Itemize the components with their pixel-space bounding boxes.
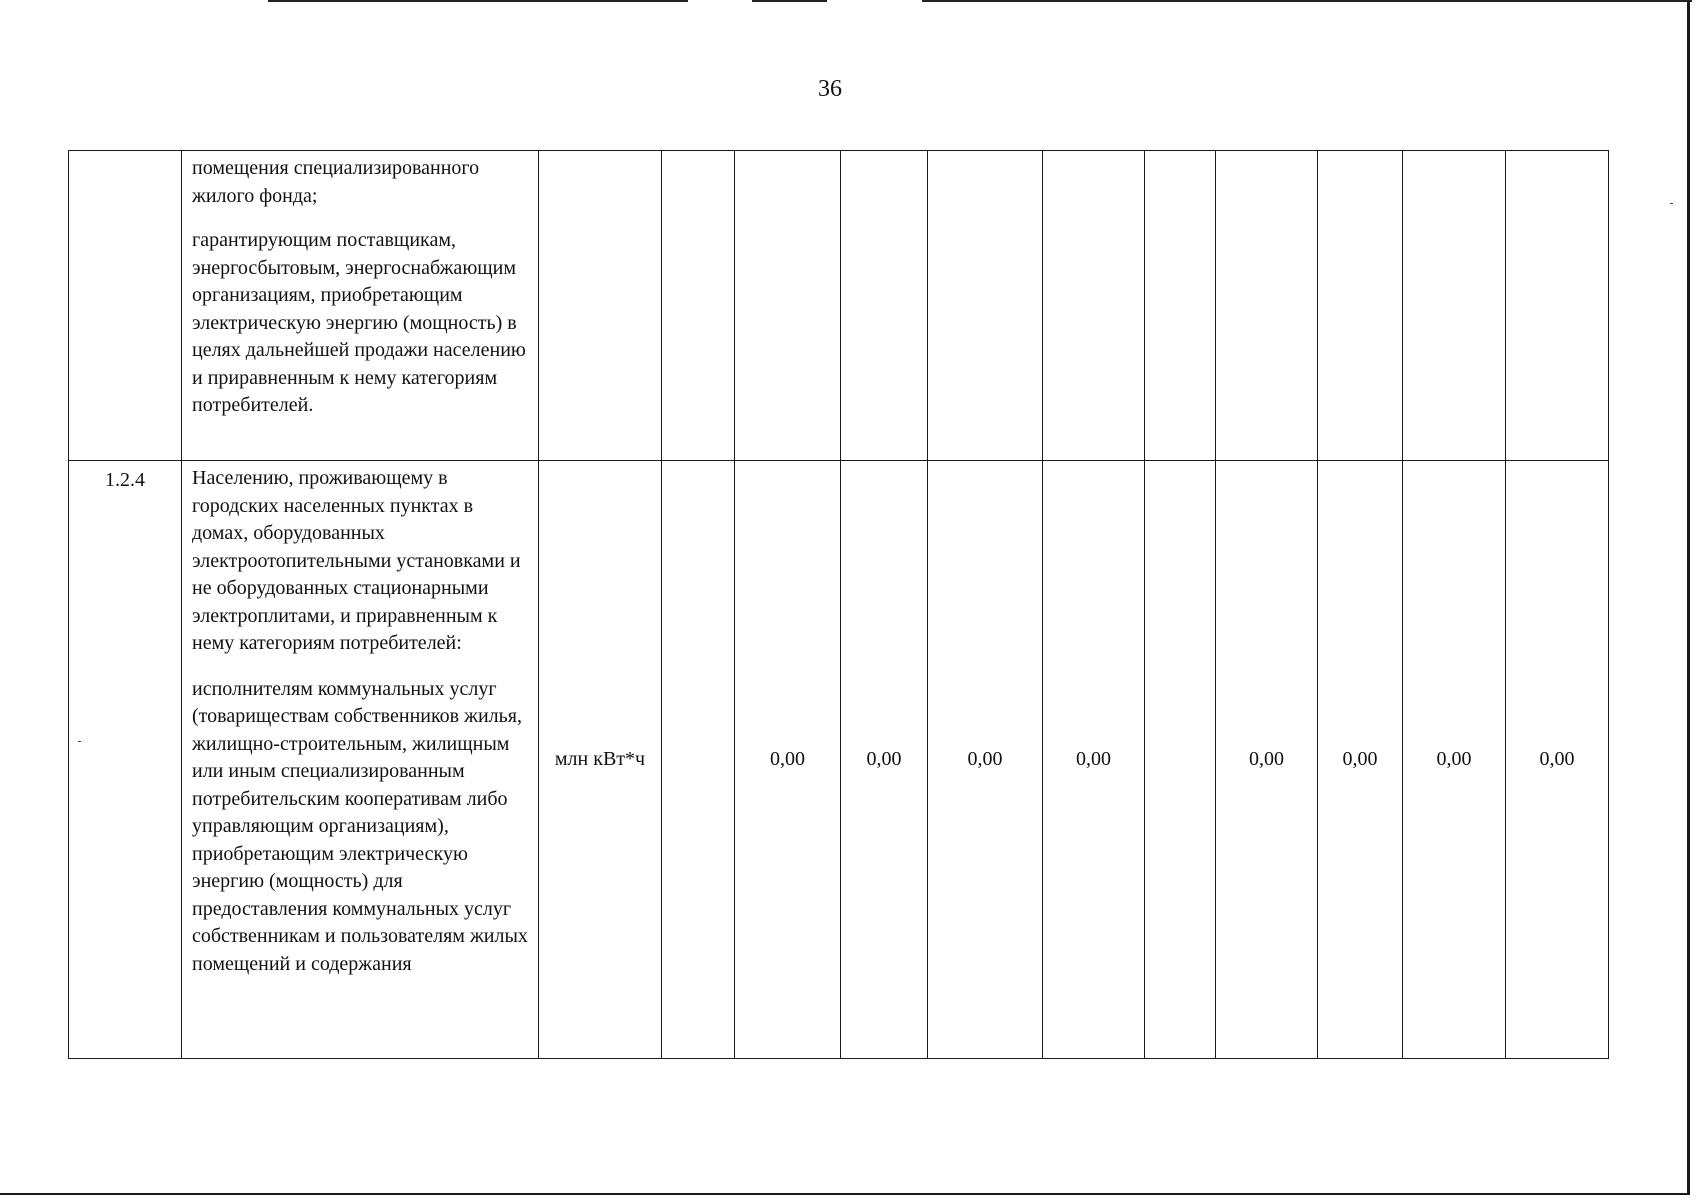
tariff-table [68, 150, 1609, 1059]
value-cell [1043, 151, 1145, 461]
scan-edge-line [752, 0, 827, 2]
scan-edge-line [268, 0, 688, 2]
value-cell [1145, 151, 1216, 461]
description-paragraph: помещения специализированного жилого фонда; [192, 157, 480, 207]
value-cell: 0,00 [1043, 461, 1145, 1059]
value-cell [1216, 151, 1318, 461]
value-cell: 0,00 [928, 461, 1043, 1059]
scan-edge-line [922, 0, 1692, 2]
value-cell [1506, 151, 1609, 461]
value-cell [735, 151, 841, 461]
scan-mark [1670, 203, 1673, 204]
value-cell: 0,00 [1506, 461, 1609, 1059]
value-cell [928, 151, 1043, 461]
table-row [69, 461, 1609, 1059]
value-cell: 0,00 [1403, 461, 1506, 1059]
value-cell: 0,00 [1216, 461, 1318, 1059]
value-cell: 0,00 [1318, 461, 1403, 1059]
description-cell [182, 151, 539, 461]
value-cell: 0,00 [841, 461, 928, 1059]
description-paragraph: исполнителям коммунальных услуг (товариществам собственников жилья, жилищно-строительным, жилищным или иным специализированным потребительским кооперативам либо управляющим организациям), приобретающим электрическую энергию (мощность) для предоставления коммунальных услуг собственникам и пользователям жилых помещений и содержания [192, 677, 528, 975]
unit-label: млн кВт*ч [554, 748, 646, 770]
row-number-cell: 1.2.4 [69, 461, 182, 1059]
description-paragraph: Населению, проживающему в городских населенных пунктах в домах, оборудованных электроотопительными установками и не оборудованных стационарными электроплитами, и приравненным к нему категориям потребителей: [192, 467, 521, 654]
value-cell [1318, 151, 1403, 461]
table-row [69, 151, 1609, 461]
description-paragraph: гарантирующим поставщикам, энергосбытовым, энергоснабжающим организациям, приобретающим электрическую энергию (мощность) в целях дальнейшей продажи населению и приравненным к нему категориям потребителей. [192, 229, 526, 416]
value-cell [841, 151, 928, 461]
value-cell [1403, 151, 1506, 461]
page-number: 36 [818, 76, 842, 102]
description-cell [182, 461, 539, 1059]
unit-cell [539, 151, 662, 461]
value-cell [1145, 461, 1216, 1059]
unit-cell [539, 461, 662, 1059]
value-cell: 0,00 [735, 461, 841, 1059]
row-number-cell [69, 151, 182, 461]
value-cell [662, 151, 735, 461]
value-cell [662, 461, 735, 1059]
